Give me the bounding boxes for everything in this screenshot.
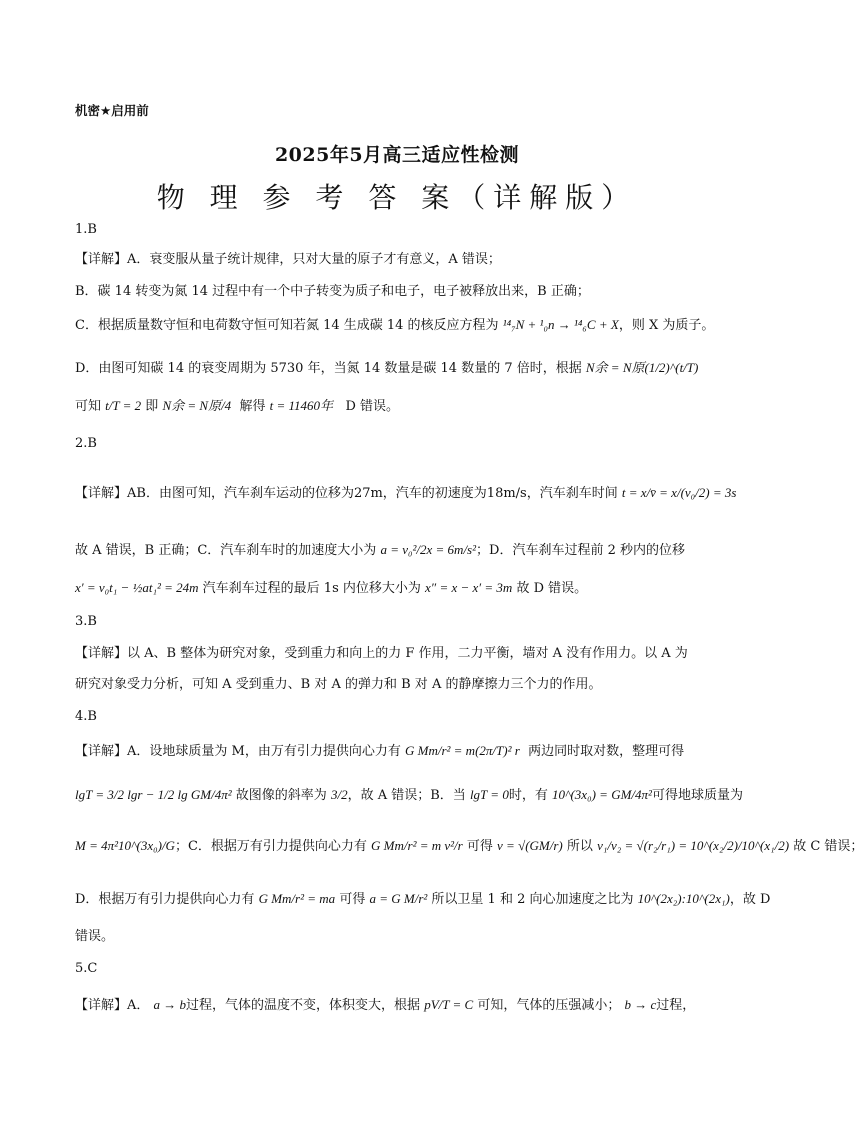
q1-d-text: D．由图可知碳 14 的衰变周期为 5730 年，当氮 14 数量是碳 14 数量的 7 倍时，根据: [75, 361, 582, 376]
q4-a-post: 两边同时取对数，整理可得: [528, 744, 685, 759]
q5-a-post: 过程，: [656, 998, 696, 1013]
q4-d-eq2: a = G M/r²: [369, 891, 428, 906]
q2-b-equation: a = v₀²/2x = 6m/s²: [380, 542, 477, 557]
q5-a-text: 【详解】A．: [75, 998, 150, 1013]
q4-c-eq2: G Mm/r² = m v²/r: [371, 838, 463, 853]
q1-answer: 1.B: [75, 222, 97, 237]
q5-a-mid2: 可知，气体的压强减小；: [477, 998, 621, 1013]
q1-explain-e: [75, 398, 399, 415]
q4-b-mid1: 故图像的斜率为: [235, 788, 327, 803]
q2-explain-a: [75, 485, 736, 502]
q4-b-eq1: lgT = 3/2 lgr − 1/2 lg GM/4π²: [75, 787, 232, 802]
q4-explain-a: [75, 743, 684, 760]
q1-e-eq2: N余 = N原/4: [162, 398, 232, 413]
q5-a-eq1: a → b: [153, 997, 187, 1012]
q4-c-eq3: v = √(GM/r): [497, 838, 563, 853]
confidential-label: 机密★启用前: [75, 103, 149, 118]
q4-a-equation: G Mm/r² = m(2π/T)² r: [404, 743, 520, 758]
q1-explain-a: 【详解】A．衰变服从量子统计规律，只对大量的原子才有意义，A 错误；: [75, 252, 501, 267]
q4-d-eq3: 10^(2x₂):10^(2x₁): [637, 891, 730, 906]
q4-d-mid1: 可得: [339, 892, 366, 907]
q2-a-text: 【详解】AB．由图可知，汽车刹车运动的位移为27m，汽车的初速度为18m/s，汽车刹车时间: [75, 486, 618, 501]
q4-explain-d: [75, 891, 770, 908]
q4-c-eq4: v₁/v₂ = √(r₂/r₁) = 10^(x₂/2)/10^(x₁/2): [597, 838, 790, 853]
q1-e-post1: 解得: [239, 399, 266, 414]
q3-explain-a: 【详解】以 A、B 整体为研究对象，受到重力和向上的力 F 作用，二力平衡，墙对 A 没有作用力。以 A 为: [75, 646, 688, 661]
q5-a-eq3: b → c: [624, 997, 657, 1012]
q1-e-pre: 可知: [75, 399, 102, 414]
q3-explain-b: 研究对象受力分析，可知 A 受到重力、B 对 A 的弹力和 B 对 A 的静摩擦力三个力的作用。: [75, 677, 602, 692]
q2-c-post: 故 D 错误。: [516, 581, 588, 596]
q1-d-equation: N余 = N原(1/2)^(t/T): [585, 360, 699, 375]
q4-b-eq2: 3/2: [330, 787, 348, 802]
q1-explain-d: [75, 360, 698, 377]
q4-b-post: 可得地球质量为: [651, 788, 743, 803]
q2-answer: 2.B: [75, 436, 97, 451]
q2-c-eq1: x′ = v₀t₁ − ½at₁² = 24m: [75, 580, 199, 595]
q4-d-text: D．根据万有引力提供向心力有: [75, 892, 255, 907]
q2-b-text: 故 A 错误，B 正确；C．汽车刹车时的加速度大小为: [75, 543, 377, 558]
q5-a-eq2: pV/T = C: [424, 997, 474, 1012]
exam-title: 2025年5月高三适应性检测: [274, 144, 520, 166]
q2-explain-b: [75, 542, 685, 559]
q4-c-mid2: 可得: [466, 839, 493, 854]
q4-d-mid2: 所以卫星 1 和 2 向心加速度之比为: [431, 892, 634, 907]
q2-c-mid: 汽车刹车过程的最后 1s 内位移大小为: [202, 581, 421, 596]
q4-c-eq1: M = 4π²10^(3x₀)/G: [75, 838, 175, 853]
q5-answer: 5.C: [75, 961, 98, 976]
subject-title: 物 理 参 考 答 案（详解版）: [156, 181, 638, 214]
q4-c-mid3: 所以: [566, 839, 593, 854]
q4-b-eq4: 10^(3x₀) = GM/4π²: [551, 787, 652, 802]
q2-explain-c: [75, 580, 587, 597]
q4-d-post: ，故 D: [729, 892, 771, 907]
q4-d-eq1: G Mm/r² = ma: [258, 891, 336, 906]
q2-b-post: ；D．汽车刹车过程前 2 秒内的位移: [476, 543, 685, 558]
q4-explain-e: 错误。: [75, 929, 115, 944]
q4-c-post: 故 C 错误；: [793, 839, 863, 854]
q1-c-post: ，则 X 为质子。: [618, 318, 715, 333]
q1-e-post2: D 错误。: [345, 399, 399, 414]
q2-c-eq2: x″ = x − x′ = 3m: [425, 580, 513, 595]
q1-explain-c: [75, 317, 714, 334]
q1-e-eq3: t = 11460年: [269, 398, 334, 413]
q4-answer: 4.B: [75, 709, 97, 724]
q1-explain-b: B．碳 14 转变为氮 14 过程中有一个中子转变为质子和电子，电子被释放出来，B 正确；: [75, 284, 590, 299]
q4-b-mid2: ，故 A 错误；B．当: [347, 788, 466, 803]
q4-b-mid3: 时，有: [508, 788, 548, 803]
q1-e-eq1: t/T = 2: [105, 398, 142, 413]
q1-e-mid: 即: [145, 399, 159, 414]
q2-a-equation: t = x/v̄ = x/(v₀/2) = 3s: [621, 485, 737, 500]
q5-explain-a: [75, 997, 695, 1014]
q3-answer: 3.B: [75, 614, 97, 629]
q1-c-text: C．根据质量数守恒和电荷数守恒可知若氮 14 生成碳 14 的核反应方程为: [75, 318, 499, 333]
q4-a-text: 【详解】A．设地球质量为 M，由万有引力提供向心力有: [75, 744, 401, 759]
q4-explain-c: [75, 838, 863, 855]
q1-c-equation: ¹⁴₇N + ¹₀n → ¹⁴₆C + X: [502, 317, 619, 332]
q4-c-mid1: ；C．根据万有引力提供向心力有: [174, 839, 367, 854]
q5-a-mid1: 过程，气体的温度不变，体积变大，根据: [186, 998, 421, 1013]
q4-explain-b: [75, 787, 743, 804]
q4-b-eq3: lgT = 0: [469, 787, 509, 802]
